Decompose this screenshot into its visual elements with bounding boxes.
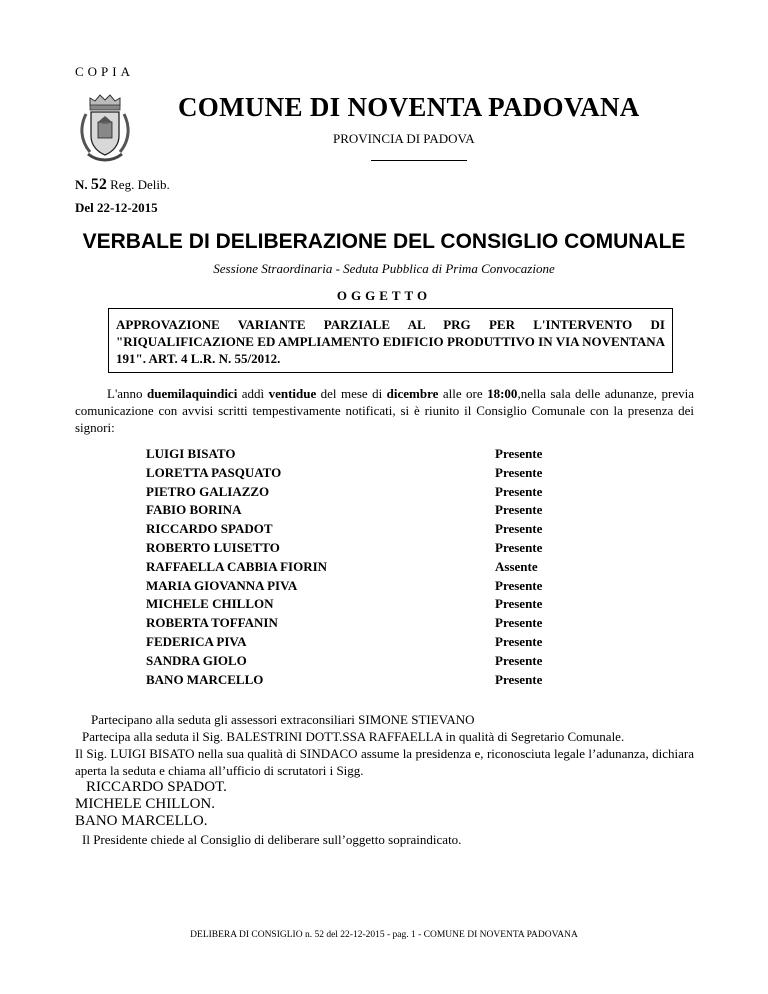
attendance-row — [146, 445, 566, 464]
member-name: RICCARDO SPADOT — [146, 521, 273, 537]
member-status: Presente — [495, 464, 543, 480]
scrutineer-name: RICCARDO SPADOT. — [86, 779, 227, 795]
member-name: LORETTA PASQUATO — [146, 464, 282, 480]
presidency-paragraph: Il Sig. LUIGI BISATO nella sua qualità di SINDACO assume la presidenza e, riconosciuta legale l’adunanza, dichiara aperta la seduta e chiama all’ufficio di scrutatori i Sigg. — [75, 746, 694, 778]
attendance-row — [146, 595, 566, 614]
subject-box — [108, 308, 673, 373]
intro-year: duemilaquindici — [147, 386, 238, 401]
member-name: LUIGI BISATO — [146, 446, 236, 461]
member-status: Presente — [495, 577, 543, 593]
attendance-row — [146, 558, 566, 577]
coat-of-arms-icon — [76, 92, 134, 164]
member-name: FABIO BORINA — [146, 502, 242, 518]
subject-text: APPROVAZIONE VARIANTE PARZIALE AL PRG PER L'INTERVENTO DI "RIQUALIFICAZIONE ED AMPLIAMENTO EDIFICIO PRODUTTIVO IN VIA NOVENTANA 191". ART. 4 L.R. N. 55/2012. — [116, 317, 665, 366]
intro-text: ,nella sala delle adunanze, previa comunicazione con avvisi scritti tempestivamente notificati, si è riunito il Consiglio Comunale con la presenza dei signori: — [75, 386, 694, 435]
member-status: Presente — [495, 502, 543, 518]
deliberation-date: Del 22-12-2015 — [75, 200, 158, 215]
attendance-row — [146, 614, 566, 633]
member-status: Presente — [495, 633, 543, 649]
attendance-row — [146, 652, 566, 671]
scrutineer-name: MICHELE CHILLON. — [75, 796, 215, 812]
attendance-row — [146, 671, 566, 690]
member-status: Presente — [495, 446, 543, 461]
intro-text: alle ore — [438, 386, 488, 401]
member-name: BANO MARCELLO — [146, 671, 264, 687]
attendance-row — [146, 539, 566, 558]
assessors-paragraph: Partecipano alla seduta gli assessori extraconsiliari SIMONE STIEVANO — [91, 712, 475, 727]
province-name: PROVINCIA DI PADOVA — [333, 131, 475, 146]
intro-time: 18:00 — [487, 386, 518, 401]
municipality-title: COMUNE DI NOVENTA PADOVANA — [178, 92, 640, 122]
member-status: Presente — [495, 521, 543, 537]
reg-number: 52 — [90, 176, 107, 193]
attendance-list — [146, 445, 566, 689]
subject-heading: OGGETTO — [336, 288, 432, 303]
attendance-row — [146, 501, 566, 520]
member-name: RAFFAELLA CABBIA FIORIN — [146, 558, 328, 574]
member-status: Presente — [495, 652, 543, 668]
reg-label: Reg. Delib. — [110, 177, 170, 192]
document-title: VERBALE DI DELIBERAZIONE DEL CONSIGLIO COMUNALE — [82, 230, 686, 253]
session-subtitle: Sessione Straordinaria - Seduta Pubblica di Prima Convocazione — [213, 261, 555, 276]
member-status: Presente — [495, 596, 543, 612]
attendance-row — [146, 483, 566, 502]
member-name: MARIA GIOVANNA PIVA — [146, 577, 298, 593]
attendance-row — [146, 464, 566, 483]
attendance-row — [146, 577, 566, 596]
president-request-paragraph: Il Presidente chiede al Consiglio di deliberare sull’oggetto sopraindicato. — [82, 832, 462, 847]
member-status: Presente — [495, 671, 543, 687]
intro-text: del mese di — [316, 386, 387, 401]
intro-paragraph — [75, 385, 694, 436]
intro-day: ventidue — [268, 386, 317, 401]
intro-text: addì — [237, 386, 269, 401]
page-footer: DELIBERA DI CONSIGLIO n. 52 del 22-12-2015 - pag. 1 - COMUNE DI NOVENTA PADOVANA — [190, 930, 578, 940]
member-status: Presente — [495, 483, 543, 499]
member-name: SANDRA GIOLO — [146, 652, 247, 668]
header-divider — [371, 160, 467, 161]
member-status: Presente — [495, 539, 543, 555]
intro-month: dicembre — [386, 386, 439, 401]
member-name: PIETRO GALIAZZO — [146, 483, 270, 499]
registration-number — [75, 176, 170, 194]
member-status: Presente — [495, 615, 543, 631]
member-status: Assente — [495, 558, 538, 574]
attendance-row — [146, 633, 566, 652]
secretary-paragraph: Partecipa alla seduta il Sig. BALESTRINI DOTT.SSA RAFFAELLA in qualità di Segretario Comunale. — [82, 729, 625, 744]
member-name: ROBERTO LUISETTO — [146, 539, 280, 555]
member-name: MICHELE CHILLON — [146, 596, 274, 612]
copy-stamp: COPIA — [75, 64, 135, 79]
scrutineer-name: BANO MARCELLO. — [75, 813, 208, 829]
attendance-row — [146, 520, 566, 539]
reg-n-label: N. — [75, 177, 88, 192]
intro-text: L'anno — [107, 386, 147, 401]
member-name: FEDERICA PIVA — [146, 633, 247, 649]
member-name: ROBERTA TOFFANIN — [146, 615, 278, 631]
